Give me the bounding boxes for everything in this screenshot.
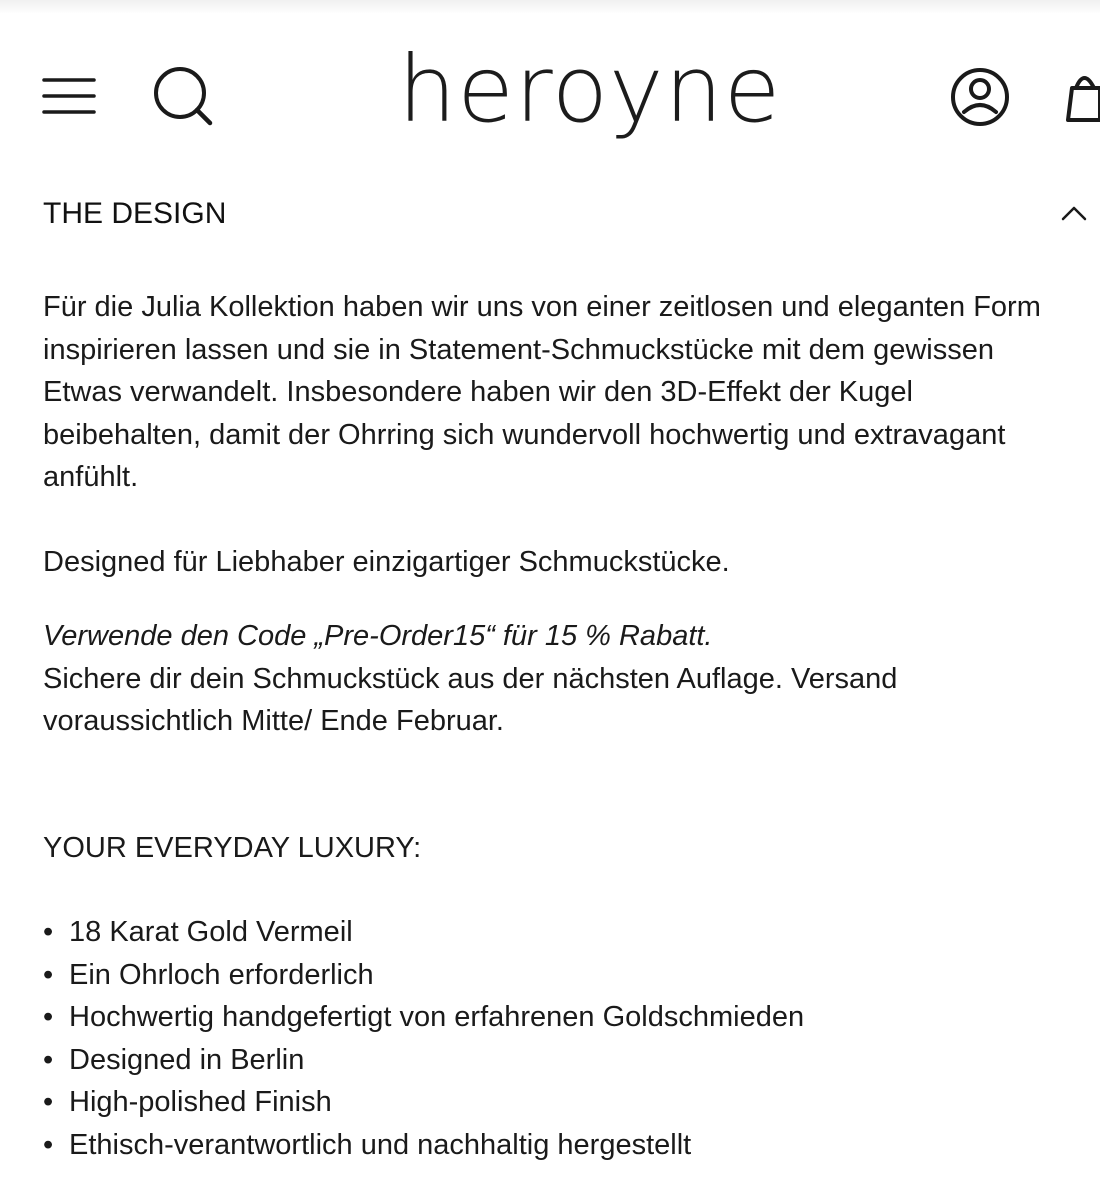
design-accordion-header[interactable]	[43, 186, 1100, 242]
cart-button[interactable]	[1060, 64, 1100, 130]
description-paragraph: Für die Julia Kollektion haben wir uns von einer zeitlosen und eleganten Form inspirieren lassen und sie in Statement-Schmuckstücke mit dem gewissen Etwas verwandelt. Insbesondere haben wir den 3D-Effekt der Kugel beibehalten, damit der Ohrring sich wundervoll hochwertig und extravagant anfühlt.	[43, 291, 1041, 493]
feature-text: High-polished Finish	[69, 1086, 332, 1118]
bullet-marker: •	[43, 958, 54, 991]
features-heading: YOUR EVERYDAY LUXURY:	[43, 831, 422, 864]
bullet-marker: •	[43, 916, 54, 948]
tagline-paragraph: Designed für Liebhaber einzigartiger Schmuckstücke.	[43, 545, 730, 578]
feature-text: Ein Ohrloch erforderlich	[69, 958, 374, 991]
chevron-up-icon	[1057, 198, 1091, 228]
product-description	[43, 286, 1073, 1166]
feature-item	[43, 911, 1073, 954]
shipping-note: Sichere dir dein Schmuckstück aus der nächsten Auflage. Versand voraussichtlich Mitte/ Ende Februar.	[43, 662, 898, 737]
feature-text: Ethisch-verantwortlich und nachhaltig hergestellt	[69, 1128, 692, 1161]
accordion-title: THE DESIGN	[43, 197, 227, 230]
bullet-marker: •	[43, 1086, 54, 1118]
feature-item	[43, 954, 1073, 997]
feature-text: Hochwertig handgefertigt von erfahrenen Goldschmieden	[69, 1001, 805, 1033]
feature-item	[43, 996, 1073, 1039]
feature-item	[43, 1039, 1073, 1082]
search-icon	[150, 65, 216, 131]
feature-text: Designed in Berlin	[69, 1043, 305, 1076]
bullet-marker: •	[43, 1128, 54, 1161]
bullet-marker: •	[43, 1043, 54, 1076]
feature-text: 18 Karat Gold Vermeil	[69, 916, 353, 948]
account-button[interactable]	[945, 64, 1015, 130]
brand-logo[interactable]: heroyne	[398, 36, 782, 143]
shopping-bag-icon	[1060, 64, 1100, 130]
accordion-toggle-button[interactable]	[1057, 198, 1091, 228]
site-header	[0, 0, 1100, 170]
features-list	[43, 911, 1073, 1166]
menu-button[interactable]	[40, 70, 98, 118]
search-button[interactable]	[150, 65, 216, 131]
promo-code-line: Verwende den Code „Pre-Order15“ für 15 % Rabatt.	[43, 620, 713, 652]
hamburger-menu-icon	[40, 70, 98, 118]
bullet-marker: •	[43, 1001, 54, 1033]
feature-item	[43, 1124, 1073, 1167]
feature-item	[43, 1081, 1073, 1124]
user-account-icon	[945, 64, 1015, 130]
